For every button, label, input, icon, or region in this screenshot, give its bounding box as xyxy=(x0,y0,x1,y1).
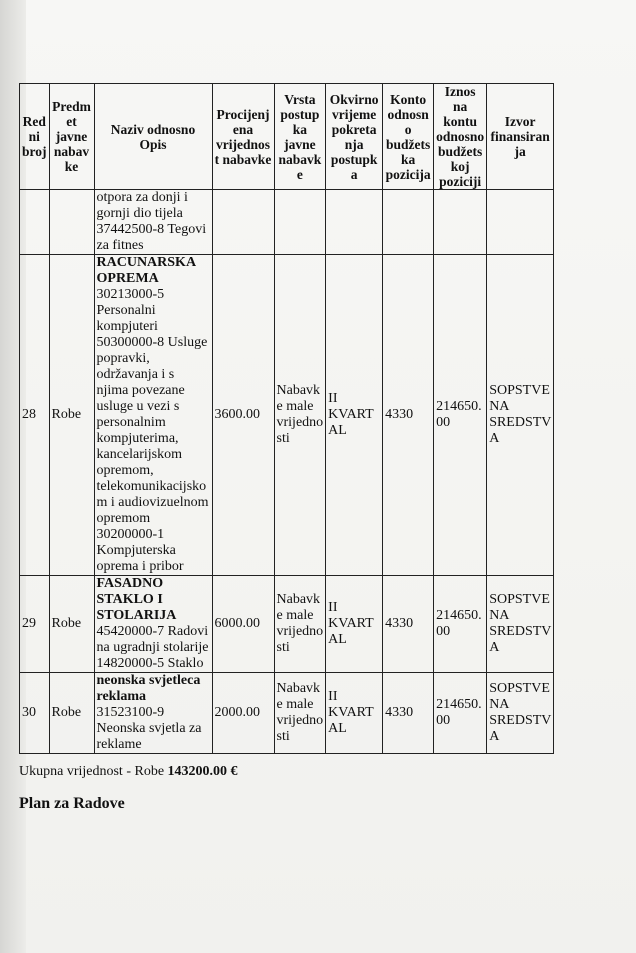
cell-iznos xyxy=(434,190,487,255)
procurement-table xyxy=(19,83,554,754)
naziv-description: 31523100-9 Neonska svjetla za reklame xyxy=(96,705,202,752)
cell-predmet: Robe xyxy=(49,673,94,754)
cell-izvor: SOPSTVE NA SREDSTV A xyxy=(487,576,554,673)
cell-izvor: SOPSTVE NA SREDSTV A xyxy=(487,673,554,754)
cell-predmet: Robe xyxy=(49,255,94,576)
header-red-broj: Red ni broj xyxy=(20,84,50,190)
cell-izvor xyxy=(487,190,554,255)
total-value-label: Ukupna vrijednost - Robe xyxy=(19,764,168,779)
header-procijenjena: Procijenj ena vrijednos t nabavke xyxy=(212,84,274,190)
cell-iznos: 214650. 00 xyxy=(434,576,487,673)
cell-konto: 4330 xyxy=(383,673,434,754)
table-header-row xyxy=(20,84,554,190)
header-okvirno: Okvirno vrijeme pokreta nja postupk a xyxy=(326,84,383,190)
cell-naziv: otpora za donji i gornji dio tijela 37442500-8 Tegovi za fitnes xyxy=(94,190,212,255)
cell-izvor: SOPSTVE NA SREDSTV A xyxy=(487,255,554,576)
cell-okvirno xyxy=(326,190,383,255)
naziv-title: neonska svjetleca reklama xyxy=(96,673,201,704)
cell-iznos: 214650. 00 xyxy=(434,255,487,576)
cell-procijenjena: 3600.00 xyxy=(212,255,274,576)
header-naziv: Naziv odnosno Opis xyxy=(94,84,212,190)
cell-okvirno: II KVART AL xyxy=(326,255,383,576)
cell-red xyxy=(20,190,50,255)
cell-procijenjena xyxy=(212,190,274,255)
table-row xyxy=(20,576,554,673)
total-value-line xyxy=(19,764,238,780)
table-row xyxy=(20,673,554,754)
cell-konto: 4330 xyxy=(383,255,434,576)
naziv-description: 30213000-5 Personalni kompjuteri 50300000-8 Usluge popravki, održavanja i s njima povezane usluge u vezi s personalnim kompjuterima, kancelarijskom opremom, telekomunikacijsko m i audiovizuelnom opremom 30200000-1 Kompjuterska oprema i pribor xyxy=(96,287,209,574)
cell-predmet: Robe xyxy=(49,576,94,673)
header-vrsta: Vrsta postup ka javne nabavk e xyxy=(274,84,326,190)
cell-iznos: 214650. 00 xyxy=(434,673,487,754)
cell-vrsta xyxy=(274,190,326,255)
header-iznos: Iznos na kontu odnosno budžets koj poziciji xyxy=(434,84,487,190)
header-konto: Konto odnosn o budžets ka pozicija xyxy=(383,84,434,190)
cell-vrsta: Nabavk e male vrijedno sti xyxy=(274,576,326,673)
total-value-amount: 143200.00 € xyxy=(167,764,238,779)
cell-naziv xyxy=(94,673,212,754)
cell-vrsta: Nabavk e male vrijedno sti xyxy=(274,673,326,754)
cell-procijenjena: 2000.00 xyxy=(212,673,274,754)
cell-naziv xyxy=(94,576,212,673)
header-predmet: Predm et javne nabav ke xyxy=(49,84,94,190)
section-title: Plan za Radove xyxy=(19,795,125,812)
cell-okvirno: II KVART AL xyxy=(326,673,383,754)
cell-red: 29 xyxy=(20,576,50,673)
cell-red: 28 xyxy=(20,255,50,576)
cell-okvirno: II KVART AL xyxy=(326,576,383,673)
cell-predmet xyxy=(49,190,94,255)
table-row-continued xyxy=(20,190,554,255)
cell-vrsta: Nabavk e male vrijedno sti xyxy=(274,255,326,576)
header-izvor: Izvor finansiran ja xyxy=(487,84,554,190)
naziv-title: FASADNO STAKLO I STOLARIJA xyxy=(96,576,177,623)
naziv-title: RACUNARSKA OPREMA xyxy=(96,255,196,286)
table-row xyxy=(20,255,554,576)
cell-procijenjena: 6000.00 xyxy=(212,576,274,673)
cell-naziv xyxy=(94,255,212,576)
cell-red: 30 xyxy=(20,673,50,754)
cell-konto: 4330 xyxy=(383,576,434,673)
naziv-description: 45420000-7 Radovi na ugradnji stolarije 14820000-5 Staklo xyxy=(96,624,209,671)
cell-konto xyxy=(383,190,434,255)
